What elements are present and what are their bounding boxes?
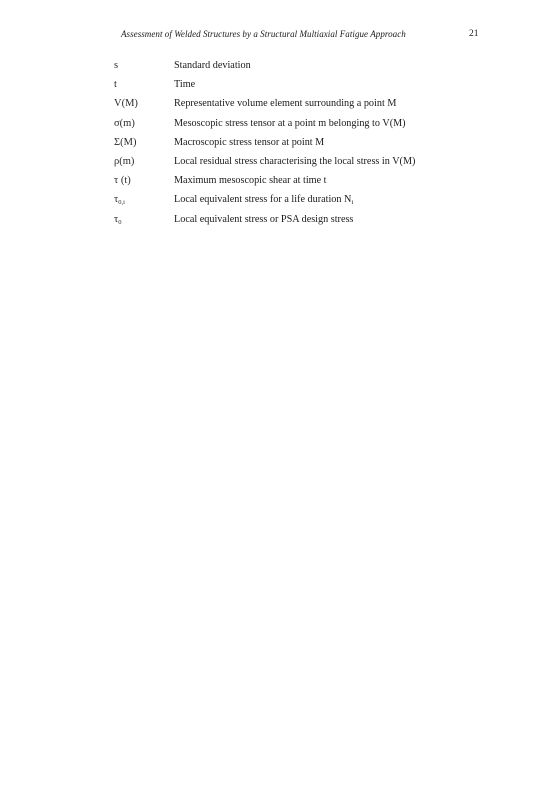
symbol-definition: Mesoscopic stress tensor at a point m belonging to V(M) [174, 117, 406, 129]
running-header [0, 29, 535, 43]
symbol-subscript: 0,i [118, 199, 125, 207]
symbol-term: σ(m) [114, 117, 135, 129]
nomenclature-list [0, 60, 535, 233]
definition-subscript: i [351, 199, 354, 207]
symbol-definition: Time [174, 79, 196, 91]
nomenclature-row [0, 60, 535, 79]
symbol-term: Σ(M) [114, 136, 137, 148]
symbol-term: ρ(m) [114, 155, 135, 167]
nomenclature-row [0, 79, 535, 98]
nomenclature-row [0, 175, 535, 194]
running-title: Assessment of Welded Structures by a Structural Multiaxial Fatigue Approach [121, 29, 406, 39]
nomenclature-row [0, 137, 535, 156]
symbol-definition: Local residual stress characterising the local stress in V(M) [174, 155, 416, 167]
symbol-definition: Local equivalent stress for a life duration $N_i$ [174, 194, 354, 207]
symbol-term: $\tau_0$ [114, 213, 122, 226]
nomenclature-row [0, 98, 535, 117]
nomenclature-row [0, 118, 535, 137]
symbol-definition: Maximum mesoscopic shear at time t [174, 175, 327, 187]
nomenclature-row [0, 194, 535, 213]
nomenclature-row [0, 156, 535, 175]
symbol-term: τ (t) [114, 175, 131, 187]
symbol-definition: Macroscopic stress tensor at point M [174, 136, 325, 148]
symbol-definition: Representative volume element surrounding a point M [174, 98, 397, 110]
symbol-definition: Standard deviation [174, 60, 251, 71]
page-number: 21 [469, 29, 479, 39]
symbol-term: s [114, 60, 119, 71]
nomenclature-row [0, 214, 535, 233]
symbol-term: V(M) [114, 98, 138, 110]
symbol-subscript: 0 [118, 218, 122, 226]
symbol-term: t [114, 79, 117, 91]
symbol-definition: Local equivalent stress or PSA design stress [174, 213, 354, 225]
symbol-term: $\tau_{0,i}$ [114, 194, 125, 207]
